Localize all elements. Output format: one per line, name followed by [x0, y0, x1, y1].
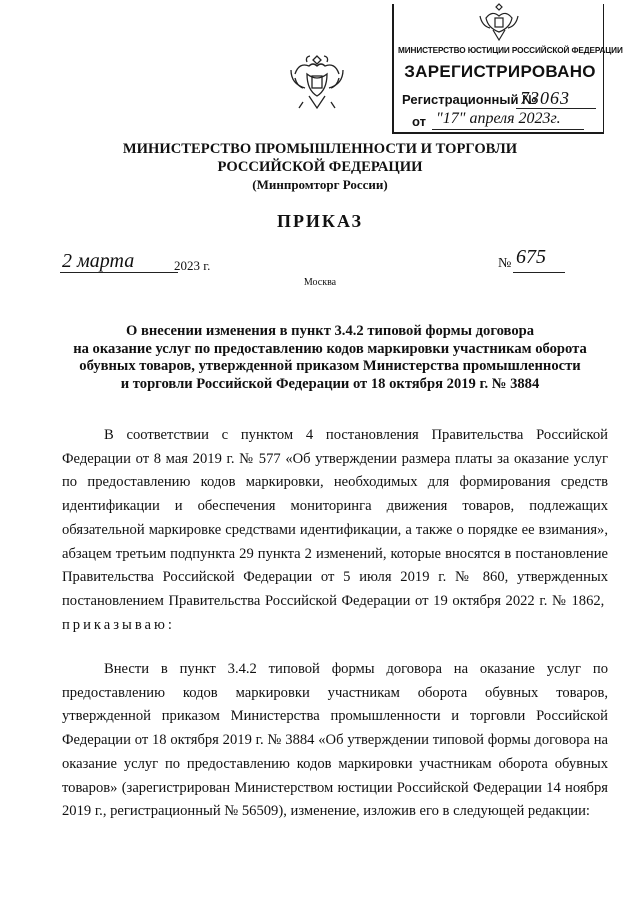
ministry-line-2: РОССИЙСКОЙ ФЕДЕРАЦИИ — [217, 158, 423, 175]
order-subject — [60, 323, 600, 393]
stamp-ministry: МИНИСТЕРСТВО ЮСТИЦИИ РОССИЙСКОЙ ФЕДЕРАЦИИ — [398, 46, 623, 55]
subject-line-1: О внесении изменения в пункт 3.4.2 типовой формы договора — [125, 323, 535, 339]
subject-line-4: и торговли Российской Федерации от 18 октября 2019 г. № 3884 — [120, 375, 540, 392]
coat-of-arms-icon — [287, 52, 347, 114]
stamp-date-underline — [432, 129, 584, 130]
ministry-short-name: (Минпромторг России) — [252, 177, 388, 192]
paragraph-1-text: В соответствии с пунктом 4 постановления Правительства Российской Федерации от 8 мая 2019 г. № 577 «Об утверждении размера платы за оказание услуг по предоставлению кодов маркировки, необходимых для формирования средств идентификации и обеспечения мониторинга движения товаров, подлежащих обязательной маркировке средствами идентификации, а также о порядке ее взимания», абзацем третьим подпункта 29 пункта 2 изменений, которые вносятся в постановление Правительства Российской Федерации от 5 июля 2019 г. № 860, утвержденных постановлением Правительства Российской Федерации от 19 октября 2022 г. № 1862, — [62, 427, 608, 609]
city: Москва — [303, 277, 337, 288]
stamp-emblem-icon — [476, 2, 522, 48]
stamp-date-value: "17" апреля 2023г. — [436, 110, 561, 127]
subject-line-3: обувных товаров, утвержденной приказом Министерства промышленности — [79, 358, 581, 374]
stamp-number-underline — [516, 108, 596, 109]
body-paragraph-2: Внести в пункт 3.4.2 типовой формы договора на оказание услуг по предоставлению кодов маркировки участникам оборота обувных товаров, утвержденной приказом Министерства промышленности и торговли Российской Федерации от 18 октября 2019 г. № 3884 «Об утверждении типовой формы договора на оказание услуг по предоставлению кодов маркировки участникам оборота обувных товаров» (зарегистрирован Министерством юстиции Российской Федерации 14 ноября 2019 г., регистрационный № 56509), изменение, изложив его в следующей редакции: — [62, 661, 608, 820]
stamp-reg-number-value: 73063 — [520, 88, 570, 108]
order-word: приказываю: — [62, 616, 175, 633]
stamp-date-prefix: от — [412, 114, 426, 129]
number-underline — [513, 272, 565, 273]
order-year: 2023 г. — [174, 258, 211, 273]
ministry-header — [60, 141, 580, 194]
date-underline — [60, 272, 178, 273]
order-number-handwritten: 675 — [516, 246, 546, 268]
order-title: ПРИКАЗ — [276, 211, 364, 231]
stamp-registered: ЗАРЕГИСТРИРОВАНО — [404, 62, 596, 81]
order-date-handwritten: 2 марта — [62, 250, 135, 272]
subject-line-2: на оказание услуг по предоставлению кодов маркировки участникам оборота — [73, 340, 587, 357]
order-number-label: № — [498, 256, 512, 271]
ministry-line-1: МИНИСТЕРСТВО ПРОМЫШЛЕННОСТИ И ТОРГОВЛИ — [122, 141, 518, 157]
body-paragraph-1 — [62, 424, 608, 637]
stamp-reg-number-label: Регистрационный № — [402, 92, 537, 107]
